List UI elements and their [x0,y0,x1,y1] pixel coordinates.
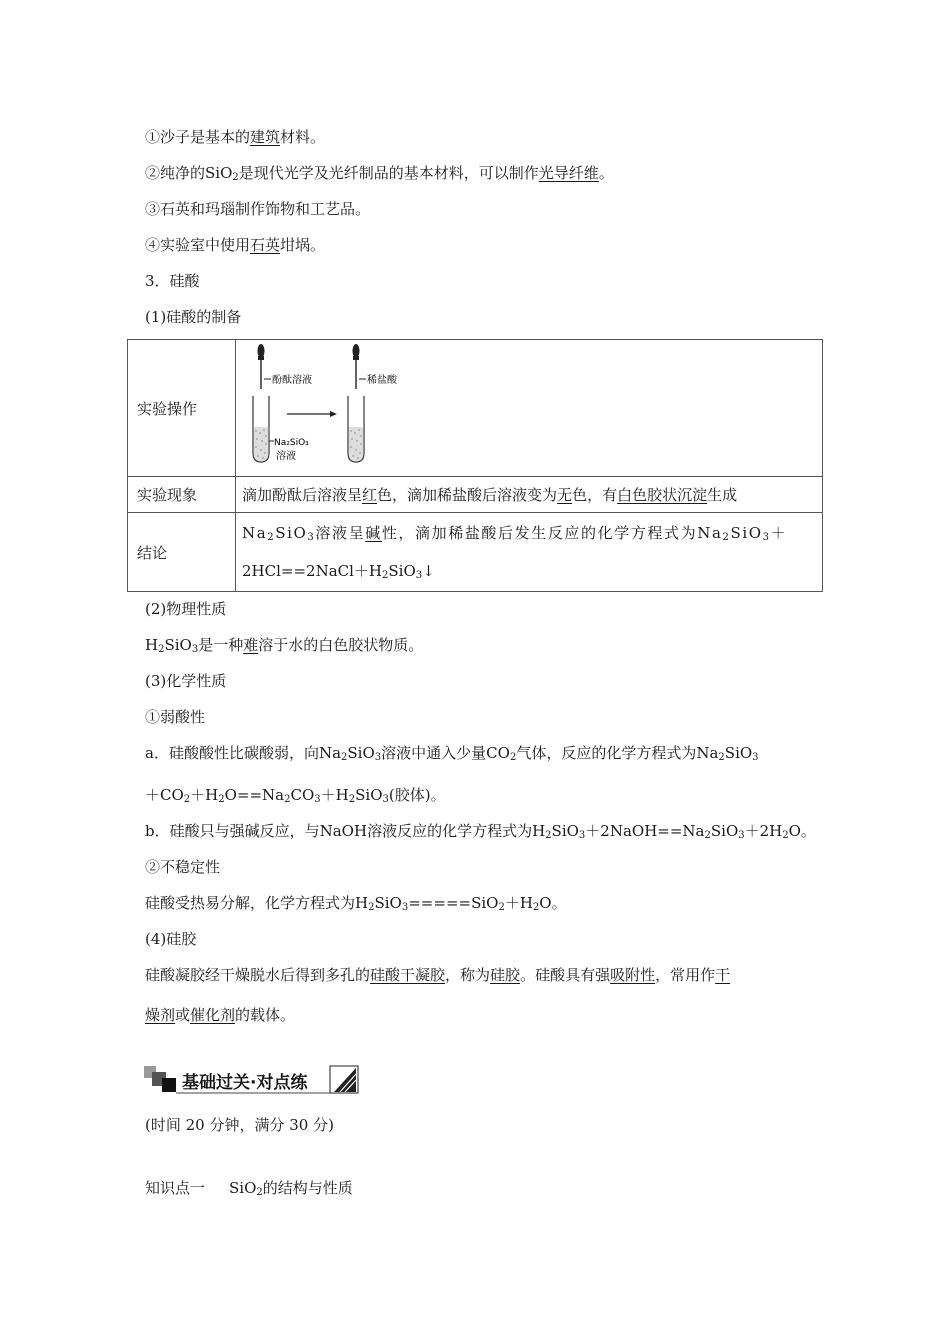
equation: $H_2SiO_3+2NaOH==Na_2SiO_3+2H_2O$。 [532,822,816,841]
item-number: ② [145,164,161,182]
use-item-4 [145,235,325,255]
underlined-answer: 白色胶状沉淀 [617,486,708,504]
text: 。 [598,164,614,182]
text: 硅酸凝胶经干燥脱水后得到多孔的 [145,966,371,984]
text: a．硅酸酸性比碳酸弱，向 [145,744,319,762]
text: 材料。 [280,128,326,146]
precipitate-arrow: ↓ [422,562,435,580]
text: 或 [175,1006,191,1024]
use-item-1 [145,127,325,147]
item-number: ③ [145,200,161,218]
paragraph-a [145,743,759,763]
experiment-table [127,339,823,592]
table-row [128,477,823,513]
formula-sio2: SiO$_2$ [205,164,239,183]
apparatus-diagram [242,341,412,471]
equation-text: 2HCl==2NaCl＋H [242,562,383,580]
text: 性，滴加稀盐酸后发生反应的化学方程式为 [381,524,698,542]
silica-gel-paragraph-cont [145,1005,295,1025]
formula-naoh: NaOH [319,822,368,840]
row-header: 实验现象 [128,477,236,513]
apparatus-cell [236,340,823,477]
text: 溶液反应的化学方程式为 [367,822,533,840]
reagent-label: 稀盐酸 [367,375,397,386]
text: 溶液呈 [315,524,366,542]
formula-na2sio3: $Na_2SiO_3$ [697,524,771,543]
text: 色，有 [572,486,618,504]
formula-sio2: SiO$_2$ [229,1179,263,1198]
use-item-3 [145,199,370,219]
section-banner [144,1064,360,1094]
subsection-heading: (3)化学性质 [145,672,227,690]
item-number: ④ [145,236,161,254]
reagent-label: 酚酞溶液 [272,375,312,386]
test-tube-left-icon [253,396,274,462]
conclusion-cell [236,513,823,592]
text: 的载体。 [235,1006,296,1024]
underlined-answer: 硅胶 [490,966,521,984]
formula-na2sio3: $Na_2SiO_3$ [696,744,759,763]
use-item-2 [145,163,614,183]
equation: $H_2SiO_3=====SiO_2+H_2O$。 [355,894,567,913]
text: 的结构与性质 [262,1179,353,1197]
text: 石英和玛瑙制作饰物和工艺品。 [160,200,371,218]
underlined-answer: 燥剂 [145,1006,176,1024]
text: 溶于水的白色胶状物质。 [258,636,424,654]
text: 沙子是基本的 [160,128,251,146]
text: 生成 [707,486,738,504]
text: 是现代光学及光纤制品的基本材料，可以制作 [238,164,539,182]
text: 滴加酚酞后溶液呈 [242,486,363,504]
solution-label: 溶液 [276,451,296,462]
text: 纯净的 [160,164,206,182]
equation: $2HCl==2NaCl+H_2SiO_3↓$ [242,562,435,581]
silica-gel-paragraph [145,965,730,985]
formula-co2: $CO_2$ [486,744,517,763]
equation: $+CO_2+H_2O==Na_2CO_3+H_2SiO_3$ [145,786,389,805]
text: b．硅酸只与强碱反应，与 [145,822,320,840]
underlined-answer: 无 [557,486,573,504]
underlined-answer: 光导纤维 [538,164,599,182]
table-row [128,513,823,592]
text: ，称为 [445,966,491,984]
solution-formula-label: Na₂SiO₃ [274,438,309,448]
arrow-right-icon [287,411,337,417]
text: 溶液中通入少量 [381,744,487,762]
underlined-answer: 建筑 [250,128,281,146]
row-header: 结论 [128,513,236,592]
time-note: (时间 20 分钟，满分 30 分) [145,1116,334,1134]
underlined-answer: 硅酸干凝胶 [370,966,446,984]
text: 坩埚。 [280,236,326,254]
dropper-right-icon [353,344,367,389]
underlined-answer: 石英 [250,236,281,254]
dropper-left-icon [258,344,272,389]
text: 硅酸受热易分解，化学方程式为 [145,894,356,912]
formula-na2sio3: $Na_2SiO_3$ [242,524,316,543]
text: 知识点一 [145,1179,206,1197]
underlined-answer: 红 [362,486,378,504]
subsection-heading: (1)硅酸的制备 [145,308,242,326]
physical-property [145,635,423,655]
formula-na2sio3: $Na_2SiO_3$ [318,744,382,763]
row-header: 实验操作 [128,340,236,477]
text: 色，滴加稀盐酸后溶液变为 [377,486,558,504]
text: 是一种 [198,636,244,654]
banner-title: 基础过关·对点练 [182,1073,308,1093]
property-heading: ①弱酸性 [145,708,206,726]
underlined-answer: 碱 [365,524,382,542]
text: 。硅酸具有强 [520,966,611,984]
underlined-answer: 催化剂 [190,1006,236,1024]
text: ，常用作 [655,966,716,984]
underlined-answer: 难 [243,636,259,654]
formula-h2sio3: $H_2SiO_3$ [145,636,199,655]
underlined-answer: 吸附性 [610,966,656,984]
phenomenon-cell [236,477,823,513]
subsection-heading: (4)硅胶 [145,930,197,948]
item-number: ① [145,128,161,146]
underlined-answer: 干 [715,966,731,984]
property-heading: ②不稳定性 [145,858,221,876]
subsection-heading: (2)物理性质 [145,600,227,618]
test-tube-right-icon [348,396,364,462]
decomposition [145,893,567,913]
paragraph-a-equation [145,785,446,805]
section-heading: 3．硅酸 [145,272,200,290]
text: (胶体)。 [388,786,446,804]
table-row [128,340,823,477]
text: 气体，反应的化学方程式为 [516,744,697,762]
text: 实验室中使用 [160,236,251,254]
knowledge-point-heading [145,1178,353,1198]
paragraph-b [145,821,816,841]
text: ＋ [770,524,788,542]
